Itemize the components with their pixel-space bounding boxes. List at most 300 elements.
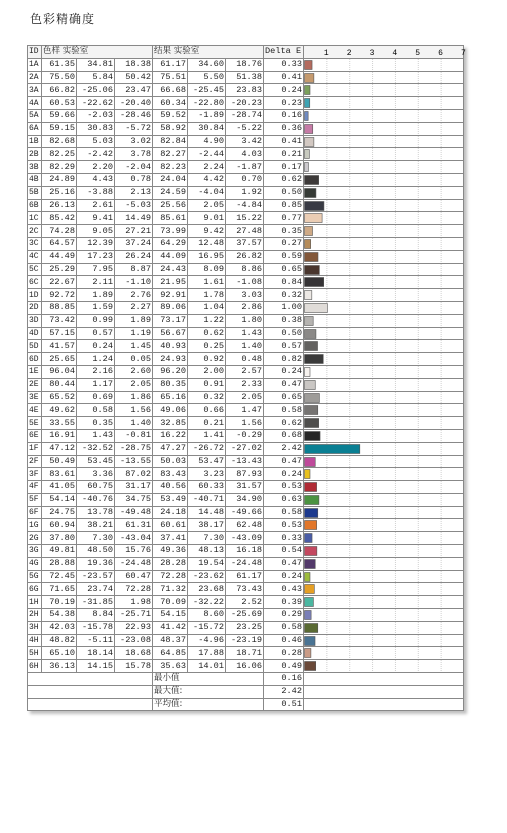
result-lab-value: 61.17 [153, 58, 188, 71]
sample-lab-value: 3.02 [115, 135, 153, 148]
sample-lab-value: 16.91 [42, 429, 77, 442]
scale-tick-label: 5 [415, 49, 421, 58]
delta-e-value: 0.53 [264, 481, 304, 494]
page-title: 色彩精确度 [30, 12, 96, 26]
delta-e-bar-cell [304, 609, 464, 622]
delta-e-value: 0.24 [264, 468, 304, 481]
result-lab-value: -20.23 [226, 97, 264, 110]
patch-id: 1G [28, 519, 42, 532]
sample-lab-value: 18.38 [115, 58, 153, 71]
delta-e-bar [305, 137, 314, 146]
delta-e-bar-cell [304, 276, 464, 289]
sample-lab-value: 2.20 [77, 161, 115, 174]
sample-lab-value: 1.59 [77, 301, 115, 314]
patch-id: 1F [28, 442, 42, 455]
sample-lab-value: 22.93 [115, 621, 153, 634]
delta-e-value: 0.33 [264, 532, 304, 545]
result-lab-value: 34.90 [226, 493, 264, 506]
delta-e-bar [305, 457, 316, 466]
delta-e-bar [305, 355, 324, 364]
table-row [28, 314, 464, 327]
delta-e-bar-cell [304, 634, 464, 647]
delta-e-bar [305, 303, 328, 312]
result-lab-value: 96.20 [153, 365, 188, 378]
patch-id: 2E [28, 378, 42, 391]
delta-e-bar [305, 406, 318, 415]
delta-e-bar [305, 124, 313, 133]
table-row [28, 596, 464, 609]
patch-id: 3D [28, 314, 42, 327]
result-lab-value: 2.33 [226, 378, 264, 391]
table-row [28, 621, 464, 634]
sample-lab-value: 74.28 [42, 225, 77, 238]
patch-id: 1E [28, 365, 42, 378]
table-row [28, 378, 464, 391]
summary-label: 最小值 [153, 673, 264, 686]
delta-e-bar [305, 508, 318, 517]
result-lab-value: 58.92 [153, 122, 188, 135]
scale-tick-label: 4 [392, 49, 398, 58]
table-row [28, 340, 464, 353]
delta-e-bar-svg [304, 456, 464, 468]
sample-lab-value: 73.42 [42, 314, 77, 327]
result-lab-value: 0.25 [188, 340, 226, 353]
sample-lab-value: 3.36 [77, 468, 115, 481]
delta-e-bar-svg [304, 84, 464, 96]
sample-lab-value: 2.60 [115, 365, 153, 378]
delta-e-bar-cell [304, 481, 464, 494]
delta-e-value: 0.24 [264, 570, 304, 583]
sample-lab-value: -0.81 [115, 429, 153, 442]
patch-id: 3B [28, 161, 42, 174]
result-lab-value: 89.06 [153, 301, 188, 314]
result-lab-value: 38.17 [188, 519, 226, 532]
patch-id: 1C [28, 212, 42, 225]
sample-lab-value: 59.15 [42, 122, 77, 135]
sample-lab-value: 80.44 [42, 378, 77, 391]
delta-e-bar-cell [304, 314, 464, 327]
table-row [28, 71, 464, 84]
result-lab-value: 60.33 [188, 481, 226, 494]
table-row [28, 493, 464, 506]
sample-lab-value: 31.17 [115, 481, 153, 494]
sample-lab-value: 48.50 [77, 545, 115, 558]
patch-id: 5D [28, 340, 42, 353]
sample-lab-value: 61.31 [115, 519, 153, 532]
sample-lab-value: 27.21 [115, 225, 153, 238]
delta-e-value: 0.16 [264, 109, 304, 122]
sample-lab-value: -2.04 [115, 161, 153, 174]
result-lab-value: 0.91 [188, 378, 226, 391]
summary-blank [28, 685, 153, 698]
delta-e-bar-cell [304, 122, 464, 135]
result-lab-value: 82.84 [153, 135, 188, 148]
delta-e-bar-cell [304, 583, 464, 596]
summary-blank [28, 673, 153, 686]
patch-id: 4B [28, 173, 42, 186]
result-lab-value: 1.22 [188, 314, 226, 327]
table-row [28, 58, 464, 71]
sample-lab-value: 0.24 [77, 340, 115, 353]
result-lab-value: -40.71 [188, 493, 226, 506]
header-scale [304, 46, 464, 59]
header-row [28, 46, 464, 59]
patch-id: 4A [28, 97, 42, 110]
sample-lab-value: 66.82 [42, 84, 77, 97]
result-lab-value: 1.04 [188, 301, 226, 314]
result-lab-value: -25.69 [226, 609, 264, 622]
sample-lab-value: 82.25 [42, 148, 77, 161]
result-lab-value: 19.54 [188, 557, 226, 570]
sample-lab-value: -23.57 [77, 570, 115, 583]
result-lab-value: 4.90 [188, 135, 226, 148]
delta-e-bar-cell [304, 97, 464, 110]
delta-e-value: 0.47 [264, 455, 304, 468]
patch-id: 6D [28, 353, 42, 366]
sample-lab-value: -2.42 [77, 148, 115, 161]
delta-e-bar-cell [304, 621, 464, 634]
delta-e-bar-cell [304, 442, 464, 455]
delta-e-value: 0.62 [264, 417, 304, 430]
result-lab-value: 61.17 [226, 570, 264, 583]
delta-e-value: 0.58 [264, 404, 304, 417]
sample-lab-value: -25.06 [77, 84, 115, 97]
delta-e-bar [305, 623, 318, 632]
result-lab-value: -2.44 [188, 148, 226, 161]
result-lab-value: 9.01 [188, 212, 226, 225]
result-lab-value: 2.05 [226, 391, 264, 404]
sample-lab-value: -40.76 [77, 493, 115, 506]
table-row [28, 506, 464, 519]
delta-e-value: 0.58 [264, 621, 304, 634]
result-lab-value: 23.68 [188, 583, 226, 596]
delta-e-value: 0.24 [264, 84, 304, 97]
sample-lab-value: 2.13 [115, 186, 153, 199]
sample-lab-value: 75.50 [42, 71, 77, 84]
delta-e-value: 1.00 [264, 301, 304, 314]
sample-lab-value: -43.04 [115, 532, 153, 545]
delta-e-bar-svg [304, 519, 464, 531]
delta-e-bar-svg [304, 289, 464, 301]
delta-e-bar-svg [304, 328, 464, 340]
delta-e-value: 0.29 [264, 609, 304, 622]
result-lab-value: 1.43 [226, 327, 264, 340]
sample-lab-value: -5.72 [115, 122, 153, 135]
sample-lab-value: 23.47 [115, 84, 153, 97]
result-lab-value: -24.48 [226, 557, 264, 570]
patch-id: 2H [28, 609, 42, 622]
delta-e-bar-svg [304, 583, 464, 595]
delta-e-value: 0.23 [264, 97, 304, 110]
delta-e-bar [305, 444, 360, 453]
sample-lab-value: 25.16 [42, 186, 77, 199]
scale-axis [304, 46, 464, 58]
patch-id: 6G [28, 583, 42, 596]
result-lab-value: 48.13 [188, 545, 226, 558]
table-row [28, 519, 464, 532]
delta-e-bar [305, 367, 310, 376]
delta-e-value: 0.46 [264, 634, 304, 647]
result-lab-value: 1.92 [226, 186, 264, 199]
table-row [28, 97, 464, 110]
delta-e-bar-cell [304, 519, 464, 532]
sample-lab-value: 38.21 [77, 519, 115, 532]
result-lab-value: 73.17 [153, 314, 188, 327]
sample-lab-value: 25.65 [42, 353, 77, 366]
result-lab-value: -0.29 [226, 429, 264, 442]
sample-lab-value: 15.78 [115, 660, 153, 673]
sample-lab-value: 87.02 [115, 468, 153, 481]
result-lab-value: -15.72 [188, 621, 226, 634]
delta-e-value: 0.41 [264, 135, 304, 148]
delta-e-bar-svg [304, 97, 464, 109]
sample-lab-value: -23.08 [115, 634, 153, 647]
delta-e-value: 0.49 [264, 660, 304, 673]
delta-e-bar [305, 188, 316, 197]
result-lab-value: 51.38 [226, 71, 264, 84]
delta-e-bar [305, 572, 310, 581]
delta-e-value: 0.27 [264, 237, 304, 250]
patch-id: 1H [28, 596, 42, 609]
sample-lab-value: -32.52 [77, 442, 115, 455]
delta-e-bar [305, 393, 320, 402]
result-lab-value: 53.47 [188, 455, 226, 468]
sample-lab-value: 1.98 [115, 596, 153, 609]
patch-id: 2D [28, 301, 42, 314]
sample-lab-value: 9.05 [77, 225, 115, 238]
sample-lab-value: 15.76 [115, 545, 153, 558]
delta-e-value: 0.50 [264, 327, 304, 340]
result-lab-value: 24.43 [153, 263, 188, 276]
table-row [28, 391, 464, 404]
result-lab-value: 24.93 [153, 353, 188, 366]
sample-lab-value: -5.11 [77, 634, 115, 647]
result-lab-value: 3.03 [226, 289, 264, 302]
delta-e-value: 0.28 [264, 647, 304, 660]
delta-e-bar-cell [304, 353, 464, 366]
delta-e-bar-cell [304, 71, 464, 84]
sample-lab-value: 59.66 [42, 109, 77, 122]
patch-id: 5C [28, 263, 42, 276]
delta-e-value: 0.24 [264, 365, 304, 378]
patch-id: 6E [28, 429, 42, 442]
delta-e-bar-svg [304, 404, 464, 416]
delta-e-bar-cell [304, 365, 464, 378]
delta-e-bar [305, 611, 312, 620]
delta-e-bar-svg [304, 545, 464, 557]
sample-lab-value: 25.29 [42, 263, 77, 276]
patch-id: 3F [28, 468, 42, 481]
patch-id: 4C [28, 250, 42, 263]
sample-lab-value: 1.40 [115, 417, 153, 430]
sample-lab-value: 24.89 [42, 173, 77, 186]
table-row [28, 481, 464, 494]
delta-e-bar [305, 495, 319, 504]
sample-lab-value: 0.35 [77, 417, 115, 430]
patch-id: 5B [28, 186, 42, 199]
table-row [28, 122, 464, 135]
sample-lab-value: 7.95 [77, 263, 115, 276]
delta-e-bar-svg [304, 238, 464, 250]
delta-e-bar [305, 201, 324, 210]
result-lab-value: 37.41 [153, 532, 188, 545]
delta-e-bar [305, 329, 316, 338]
patch-id: 6F [28, 506, 42, 519]
sample-lab-value: 5.84 [77, 71, 115, 84]
delta-e-bar [305, 99, 310, 108]
scale-tick-label: 7 [461, 49, 466, 58]
delta-e-value: 0.68 [264, 429, 304, 442]
delta-e-bar-svg [304, 596, 464, 608]
result-lab-value: 8.60 [188, 609, 226, 622]
result-lab-value: -1.08 [226, 276, 264, 289]
delta-e-value: 0.38 [264, 314, 304, 327]
result-lab-value: 25.56 [153, 199, 188, 212]
sample-lab-value: 82.68 [42, 135, 77, 148]
sample-lab-value: 96.04 [42, 365, 77, 378]
sample-lab-value: 26.24 [115, 250, 153, 263]
result-lab-value: 8.86 [226, 263, 264, 276]
delta-e-bar-cell [304, 378, 464, 391]
result-lab-value: 24.59 [153, 186, 188, 199]
delta-e-bar-cell [304, 109, 464, 122]
sample-lab-value: 0.78 [115, 173, 153, 186]
delta-e-bar-svg [304, 123, 464, 135]
table-row [28, 583, 464, 596]
sample-lab-value: 0.69 [77, 391, 115, 404]
result-lab-value: 80.35 [153, 378, 188, 391]
result-lab-value: 64.29 [153, 237, 188, 250]
delta-e-value: 0.21 [264, 148, 304, 161]
sample-lab-value: 2.61 [77, 199, 115, 212]
sample-lab-value: -2.03 [77, 109, 115, 122]
delta-e-bar [305, 649, 311, 658]
result-lab-value: 1.78 [188, 289, 226, 302]
delta-e-bar [305, 662, 316, 671]
result-lab-value: 70.09 [153, 596, 188, 609]
result-lab-value: 44.09 [153, 250, 188, 263]
delta-e-bar-cell [304, 596, 464, 609]
result-lab-value: 18.71 [226, 647, 264, 660]
sample-lab-value: 7.30 [77, 532, 115, 545]
delta-e-bar-svg [304, 660, 464, 672]
delta-e-bar-svg [304, 148, 464, 160]
table-row [28, 84, 464, 97]
result-lab-value: 73.43 [226, 583, 264, 596]
result-lab-value: 27.48 [226, 225, 264, 238]
result-lab-value: 7.30 [188, 532, 226, 545]
patch-id: 1B [28, 135, 42, 148]
delta-e-bar-svg [304, 110, 464, 122]
result-lab-value: 0.32 [188, 391, 226, 404]
scale-tick-label: 3 [369, 49, 375, 58]
table-row [28, 429, 464, 442]
delta-e-bar-cell [304, 660, 464, 673]
sample-lab-value: -5.03 [115, 199, 153, 212]
sample-lab-value: 0.58 [77, 404, 115, 417]
delta-e-bar [305, 278, 324, 287]
table-row [28, 263, 464, 276]
patch-id: 3G [28, 545, 42, 558]
sample-lab-value: 36.13 [42, 660, 77, 673]
delta-e-bar [305, 598, 314, 607]
delta-e-bar-cell [304, 173, 464, 186]
result-lab-value: 8.09 [188, 263, 226, 276]
patch-id: 5H [28, 647, 42, 660]
result-lab-value: -13.43 [226, 455, 264, 468]
sample-lab-value: 82.29 [42, 161, 77, 174]
summary-bar-blank [304, 673, 464, 686]
delta-e-bar [305, 559, 316, 568]
patch-id: 6H [28, 660, 42, 673]
patch-id: 1A [28, 58, 42, 71]
delta-e-bar-cell [304, 545, 464, 558]
sample-lab-value: 71.65 [42, 583, 77, 596]
delta-e-bar-svg [304, 315, 464, 327]
result-lab-value: 2.00 [188, 365, 226, 378]
result-lab-value: -4.04 [188, 186, 226, 199]
result-lab-value: 62.48 [226, 519, 264, 532]
delta-e-bar-cell [304, 493, 464, 506]
delta-e-bar [305, 111, 309, 120]
delta-e-bar-cell [304, 391, 464, 404]
result-lab-value: -5.22 [226, 122, 264, 135]
delta-e-value: 0.32 [264, 289, 304, 302]
patch-id: 4F [28, 481, 42, 494]
delta-e-value: 0.41 [264, 71, 304, 84]
delta-e-bar-svg [304, 187, 464, 199]
sample-lab-value: 34.81 [77, 58, 115, 71]
header-result: 结果 实验室 [153, 46, 264, 59]
sample-lab-value: 19.36 [77, 557, 115, 570]
sample-lab-value: 24.75 [42, 506, 77, 519]
sample-lab-value: 3.78 [115, 148, 153, 161]
patch-id: 1D [28, 289, 42, 302]
result-lab-value: 26.82 [226, 250, 264, 263]
delta-e-bar-svg [304, 430, 464, 442]
table-row [28, 327, 464, 340]
result-lab-value: 56.67 [153, 327, 188, 340]
result-lab-value: 92.91 [153, 289, 188, 302]
delta-e-value: 0.43 [264, 583, 304, 596]
result-lab-value: 1.47 [226, 404, 264, 417]
sample-lab-value: 49.81 [42, 545, 77, 558]
delta-e-bar [305, 585, 315, 594]
table-row [28, 442, 464, 455]
delta-e-value: 0.77 [264, 212, 304, 225]
result-lab-value: 60.61 [153, 519, 188, 532]
delta-e-value: 0.33 [264, 58, 304, 71]
table-row [28, 404, 464, 417]
delta-e-bar-svg [304, 558, 464, 570]
result-lab-value: 24.04 [153, 173, 188, 186]
table-row [28, 250, 464, 263]
delta-e-bar-cell [304, 237, 464, 250]
sample-lab-value: 2.76 [115, 289, 153, 302]
sample-lab-value: 47.12 [42, 442, 77, 455]
sample-lab-value: -3.88 [77, 186, 115, 199]
table-row [28, 161, 464, 174]
sample-lab-value: 8.84 [77, 609, 115, 622]
delta-e-bar-svg [304, 251, 464, 263]
sample-lab-value: 2.27 [115, 301, 153, 314]
sample-lab-value: 61.35 [42, 58, 77, 71]
sample-lab-value: 1.43 [77, 429, 115, 442]
table-row [28, 225, 464, 238]
delta-e-bar-svg [304, 392, 464, 404]
result-lab-value: 1.56 [226, 417, 264, 430]
result-lab-value: -49.66 [226, 506, 264, 519]
